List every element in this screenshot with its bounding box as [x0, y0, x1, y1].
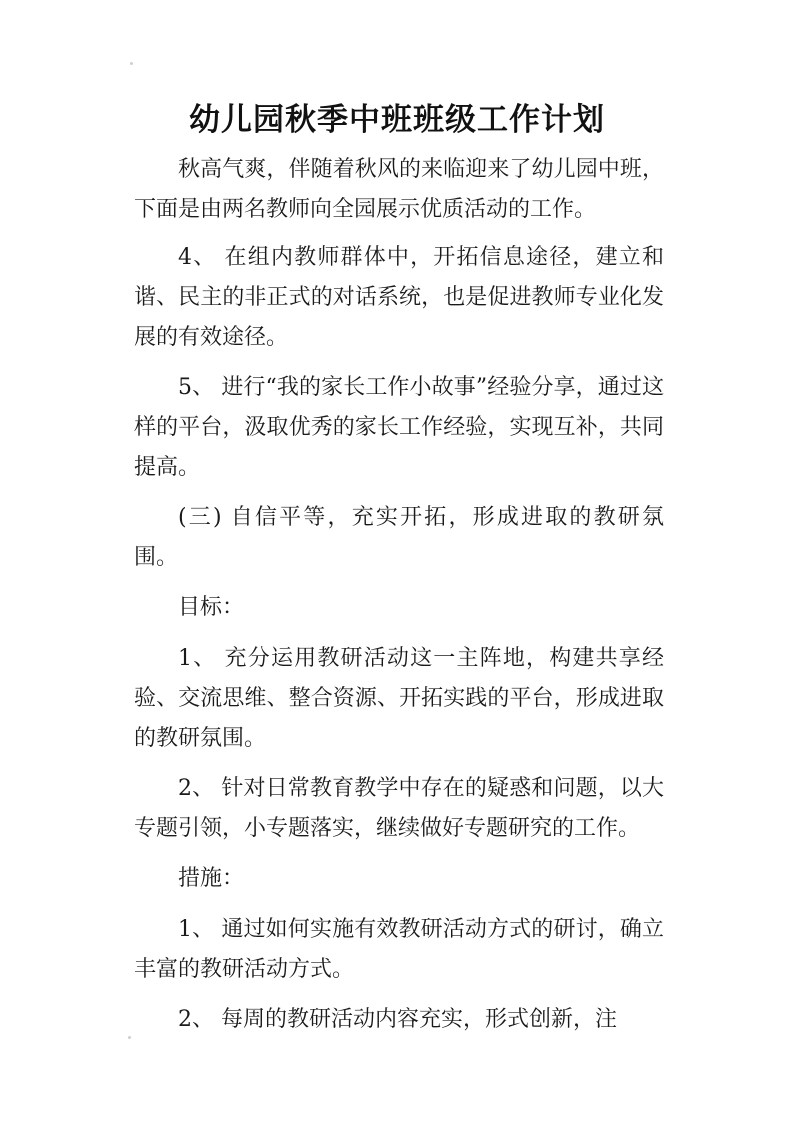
document-title: 幼儿园秋季中班班级工作计划 — [189, 102, 605, 138]
paragraph-intro: 秋高气爽，伴随着秋风的来临迎来了幼儿园中班，下面是由两名教师向全园展示优质活动的工作。 — [134, 157, 664, 222]
paragraph-measures-heading: 措施： — [178, 866, 245, 891]
paragraph-measure-2: 2、 每周的教研活动内容充实，形式创新，注 — [178, 1007, 617, 1032]
paragraph-goal-1: 1、 充分运用教研活动这一主阵地，构建共享经验、交流思维、整合资源、开拓实践的平台，形成进取的教研氛围。 — [134, 646, 664, 751]
paragraph-item-4: 4、 在组内教师群体中，开拓信息途径，建立和谐、民主的非正式的对话系统，也是促进教师专业化发展的有效途径。 — [134, 245, 664, 350]
paragraph-section-3: (三) 自信平等，充实开拓，形成进取的教研氛围。 — [134, 505, 664, 570]
scan-speck — [130, 62, 133, 65]
paragraph-goals-heading: 目标： — [178, 595, 245, 620]
paragraph-item-5: 5、 进行“我的家长工作小故事”经验分享，通过这样的平台，汲取优秀的家长工作经验，实现互补，共同提高。 — [134, 375, 664, 480]
document-body — [134, 150, 664, 1050]
paragraph-goal-2: 2、 针对日常教育教学中存在的疑惑和问题，以大专题引领，小专题落实，继续做好专题研究的工作。 — [134, 776, 664, 841]
scan-speck — [128, 1036, 131, 1039]
paragraph-measure-1: 1、 通过如何实施有效教研活动方式的研讨，确立丰富的教研活动方式。 — [134, 917, 664, 982]
